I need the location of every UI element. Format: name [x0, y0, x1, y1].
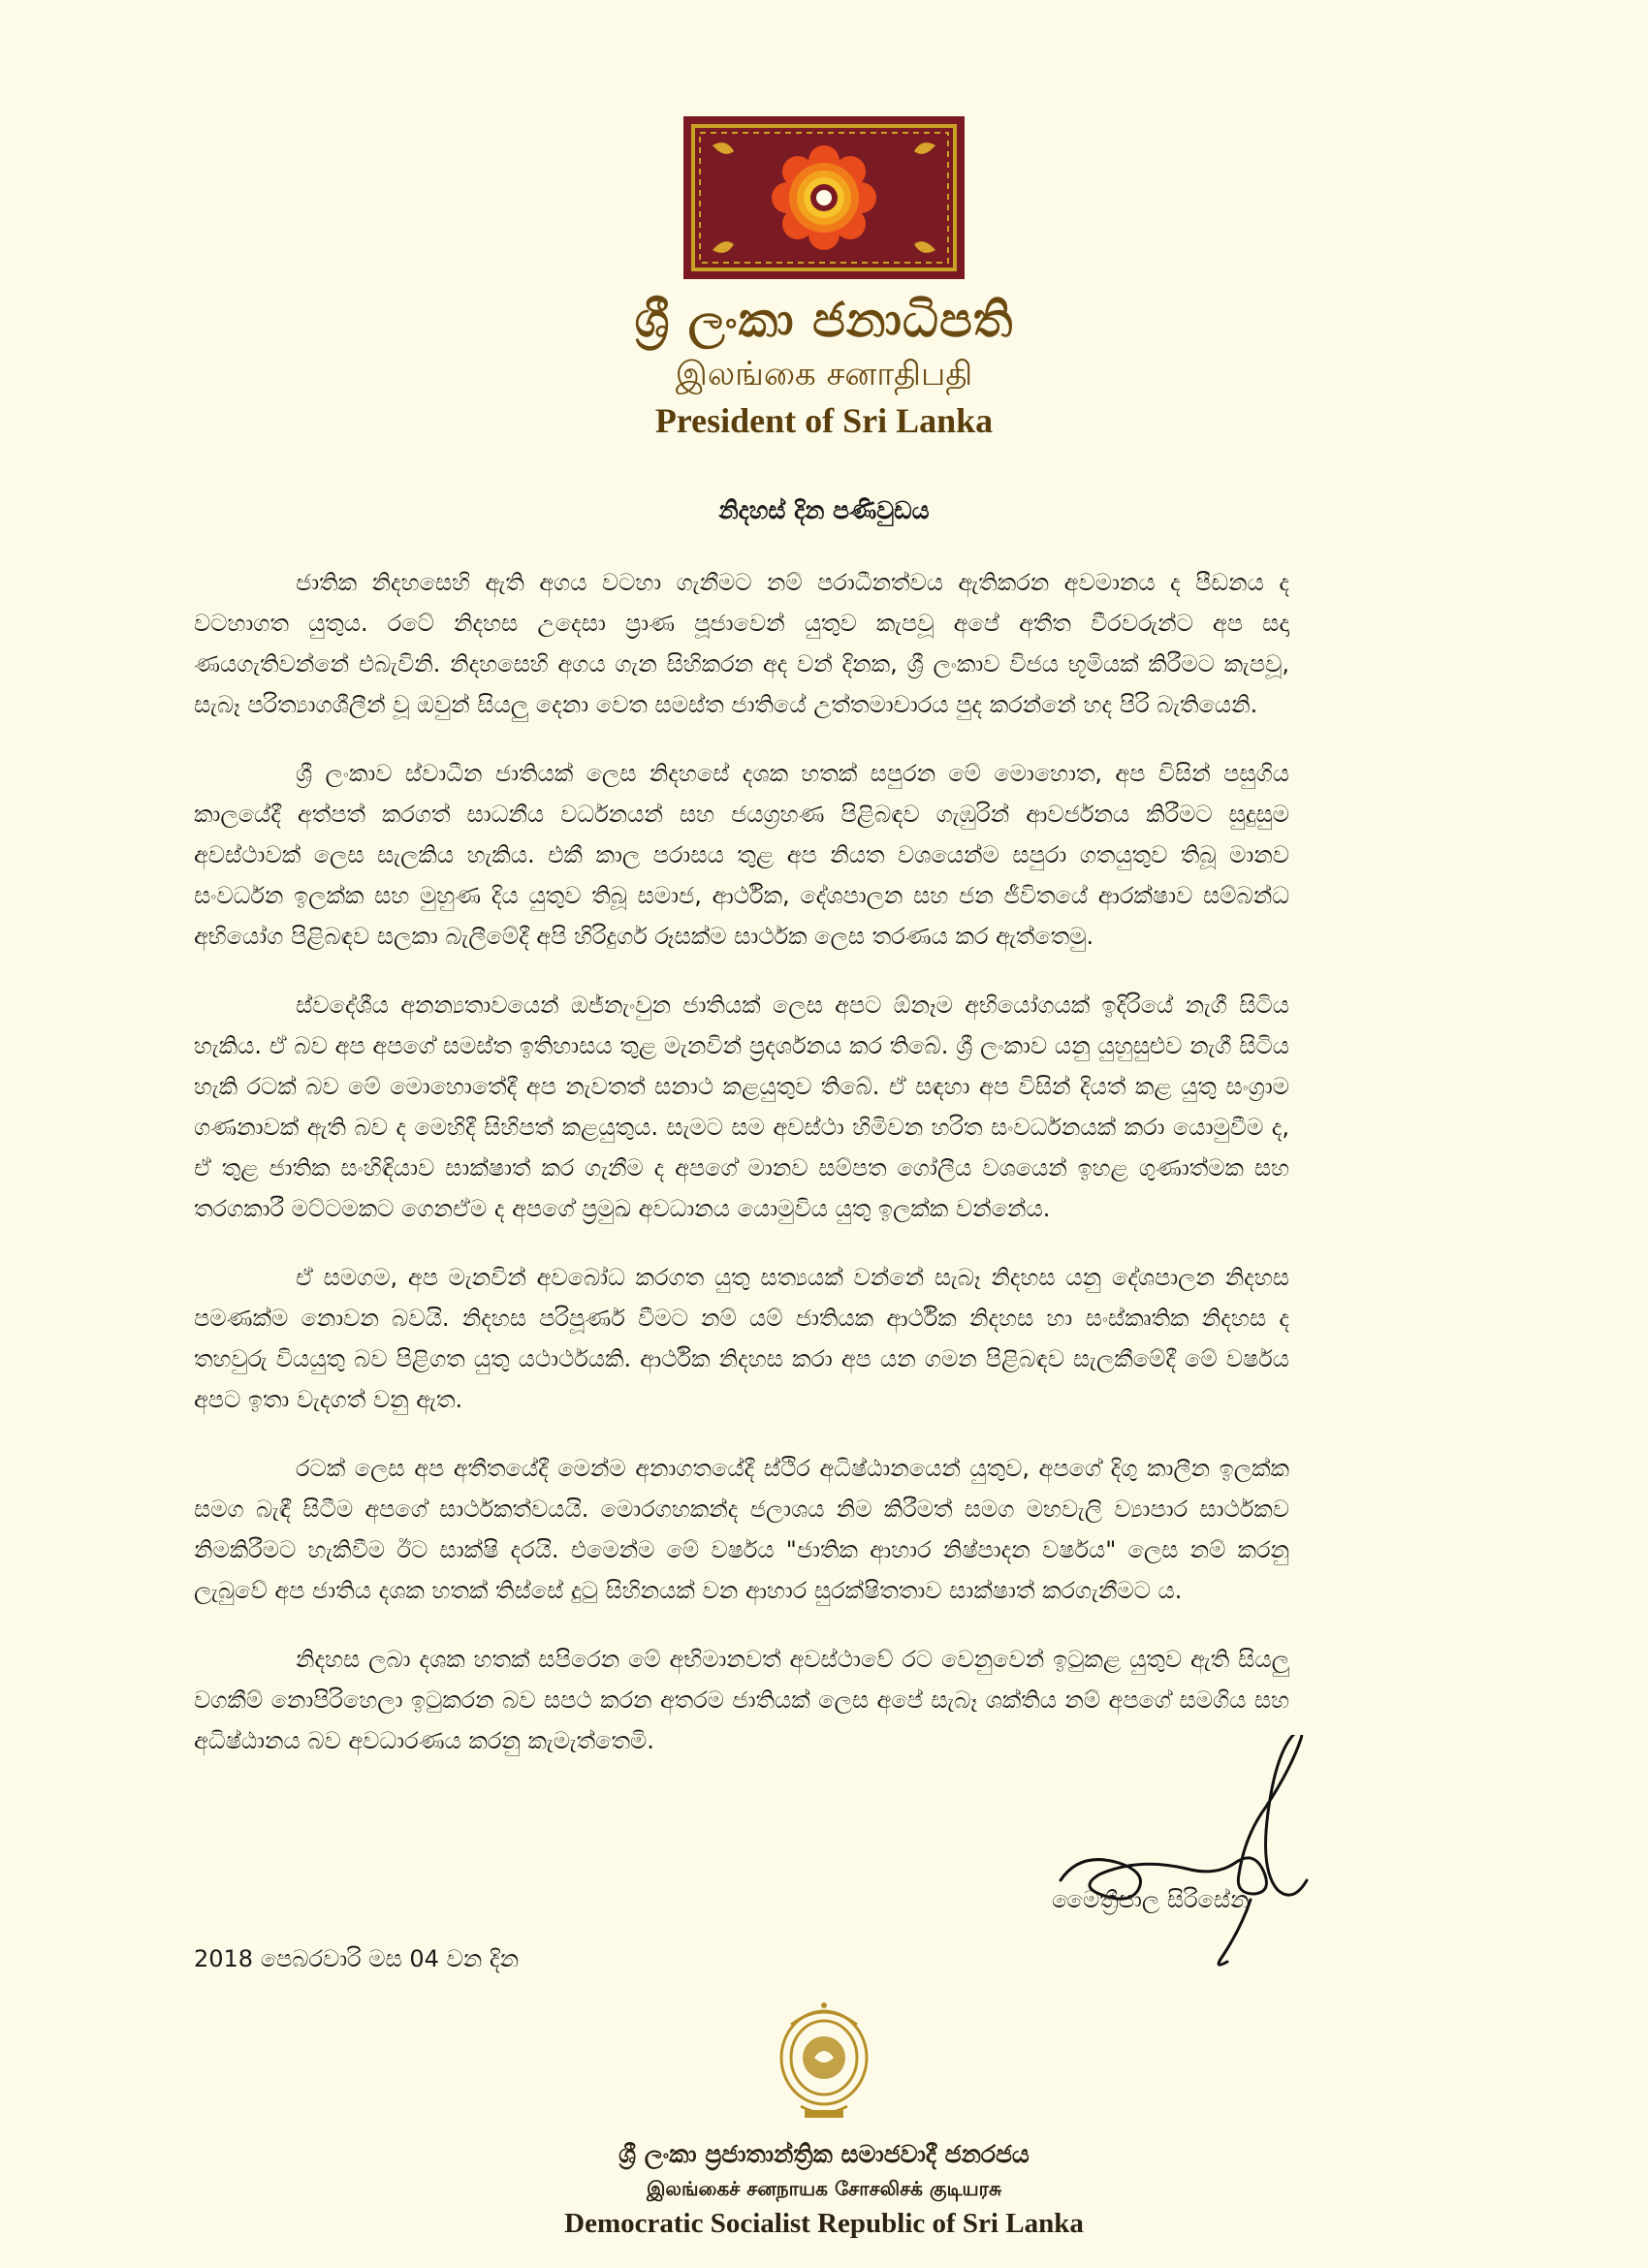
handwritten-signature — [1047, 1735, 1396, 1977]
letter-date: 2018 පෙබරවාරි මස 04 වන දින — [194, 1945, 520, 1972]
title-tamil: இலங்கை சனாதிபதி — [675, 355, 973, 394]
signer-name: මෛත්‍රීපාල සිරිසේන — [1052, 1886, 1250, 1913]
paragraph-2: ශ්‍රී ලංකාව ස්වාධීන ජාතියක් ලෙස නිදහසේ දශක හතක් සපුරන මේ මොහොත, අප විසින් පසුගිය කාලයේදී අත්පත් කරගත් සාධනීය වර්ධනයන් සහ ජයග්‍රහණ පිළිබඳව ගැඹුරින් ආවර්ජනය කිරීමට සුදුසුම අවස්ථාවක් ලෙස සැලකිය හැකිය. එකී කාල පරාසය තුළ අප නියත වශයෙන්ම සපුරා ගතයුතුව තිබූ මානව සංවර්ධන ඉලක්ක සහ මුහුණ දිය යුතුව තිබූ සමාජ, ආර්ථික, දේශපාලන සහ ජන ජීවිතයේ ආරක්ෂාව සම්බන්ධ අභියෝග පිළිබඳව සලකා බැලීමේදී අපි හිරිදුර්ග රූසක්ම සාර්ථක ලෙස තරණය කර ඇත්තෙමු. — [194, 760, 1289, 950]
paragraph-5: රටක් ලෙස අප අතීතයේදී මෙන්ම අනාගතයේදී ස්ථිර අධිෂ්ඨානයෙන් යුතුව, අපගේ දිගු කාලීන ඉලක්ක සමග බැඳී සිටීම අපගේ සාර්ථකත්වයයි. මොරගහකන්ද ජලාශය නිම කිරීමත් සමග මහවැලි ව්‍යාපාර සාර්ථකව නිමකිරීමට හැකිවීම ඊට සාක්ෂි දරයි. එමෙන්ම මේ වර්ෂය "ජාතික ආහාර නිෂ්පාදන වර්ෂය" ලෙස නම් කරනු ලැබුවේ අප ජාතිය දශක හතක් තිස්සේ දුටු සිහිනයක් වන ආහාර සුරක්ෂිතතාව සාක්ෂාත් කරගැනීමට ය. — [194, 1455, 1289, 1604]
national-crest-icon — [772, 2001, 876, 2124]
footer-tamil: இலங்கைச் சனநாயக சோசலிசக் குடியரசு — [646, 2177, 1002, 2200]
title-english: President of Sri Lanka — [654, 401, 994, 440]
title-sinhala: ශ්‍රී ලංකා ජනාධිපති — [634, 291, 1014, 348]
paragraph-1: ජාතික නිදහසෙහි ඇති අගය වටහා ගැනීමට නම් පරාධීනත්වය ඇතිකරන අවමානය ද පීඩනය ද වටහාගත යුතුය. රටේ නිදහස උදෙසා ප්‍රාණ පූජාවෙන් යුතුව කැපවූ අපේ අතීත වීරවරුන්ට අප සදා ණයගැතිවන්නේ එබැවිනි. නිදහසෙහි අගය ගැන සිහිකරන අද වන් දිනක, ශ්‍රී ලංකාව විජය භූමියක් කිරීමට කැපවූ, සැබෑ පරිත්‍යාගශීලීන් වූ ඔවුන් සියලු දෙනා වෙත සමස්ත ජාතියේ උත්තමාචාරය පුද කරන්නේ හද පිරි බැතියෙනි. — [194, 569, 1289, 718]
letter-heading: නිදහස් දින පණිවුඩය — [718, 496, 930, 524]
paragraph-4: ඒ සමගම, අප මැනවින් අවබෝධ කරගත යුතු සත්‍යයක් වන්නේ සැබෑ නිදහස යනු දේශපාලන නිදහස පමණක්ම නොවන බවයි. නිදහස පරිපූර්ණ වීමට නම් යම් ජාතියක ආර්ථික නිදහස හා සංස්කෘතික නිදහස ද තහවුරු වියයුතු බව පිළිගත යුතු යථාර්ථයකි. ආර්ථික නිදහස කරා අප යන ගමන පිළිබඳව සැලකීමේදී මේ වර්ෂය අපට ඉතා වැදගත් වනු ඇත. — [194, 1264, 1289, 1413]
letter-body — [194, 562, 1289, 1789]
presidential-flag-emblem — [683, 116, 965, 279]
footer-sinhala: ශ්‍රී ලංකා ප්‍රජාතාන්ත්‍රික සමාජවාදී ජනරජය — [618, 2140, 1030, 2168]
paragraph-6: නිදහස ලබා දශක හතක් සපිරෙන මේ අභිමානවත් අවස්ථාවේ රට වෙනුවෙන් ඉටුකළ යුතුව ඇති සියලු වගකීම් නොපිරිහෙලා ඉටුකරන බව සපථ කරන අතරම ජාතියක් ලෙස අපේ සැබෑ ශක්තිය නම් අපගේ සමගිය සහ අධිෂ්ඨානය බව අවධාරණය කරනු කැමැත්තෙමි. — [194, 1646, 1289, 1754]
paragraph-3: ස්වදේශීය අනන්‍යතාවයෙන් ඔජ්නැංවුන ජාතියක් ලෙස අපට ඕනෑම අභියෝගයක් ඉදිරියේ නැගී සිටිය හැකිය. ඒ බව අප අපගේ සමස්ත ඉතිහාසය තුළ මැනවින් ප්‍රදර්ශනය කර තිබේ. ශ්‍රී ලංකාව යනු යුහුසුළුව නැගී සිටිය හැකි රටක් බව මේ මොහොතේදී අප නැවතත් සනාථ කළයුතුව තිබේ. ඒ සඳහා අප විසින් දියත් කළ යුතු සංග්‍රාම ගණනාවක් ඇති බව ද මෙහිදී සිහිපත් කළයුතුය. සැමට සම අවස්ථා හිමිවන හරිත සංවර්ධනයක් කරා යොමුවීම ද, ඒ තුළ ජාතික සංහිඳියාව සාක්ෂාත් කර ගැනීම ද අපගේ මානව සම්පත ගෝලීය වශයෙන් ඉහළ ගුණාත්මක සහ තරගකාරී මට්ටමකට ගෙනඒම ද අපගේ ප්‍රමුඛ අවධානය යොමුවිය යුතු ඉලක්ක වන්නේය. — [194, 992, 1289, 1222]
footer-english: Democratic Socialist Republic of Sri Lanka — [564, 2208, 1084, 2239]
